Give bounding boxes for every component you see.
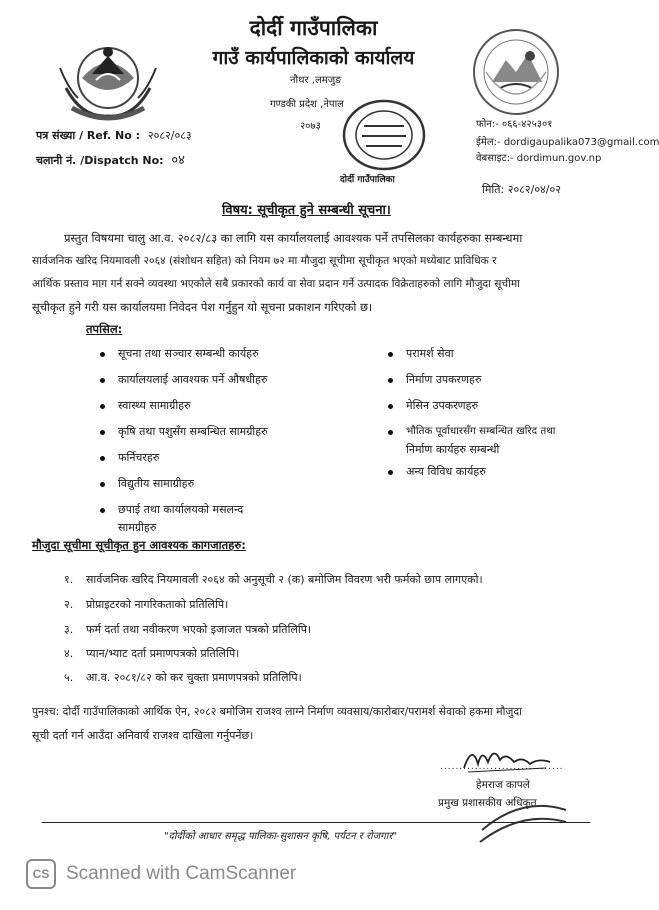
header-title-office: गाउँ कार्यपालिकाको कार्यालय bbox=[212, 47, 415, 69]
doc-number: ५. bbox=[64, 671, 74, 684]
list-item: निर्माण उपकरणहरु bbox=[406, 373, 482, 386]
doc-item: सार्वजनिक खरिद नियमावली २०६४ को अनुसूची २ (क) बमोजिम विवरण भरी फर्मको छाप लागएको। bbox=[86, 573, 483, 586]
email-address: ईमेल:- dordigaupalika073@gmail.com bbox=[476, 137, 659, 148]
header-title-municipality: दोर्दी गाउँपालिका bbox=[249, 16, 378, 40]
header-address-line-3: २०७३ bbox=[300, 121, 321, 132]
header-address-line-2: गण्डकी प्रदेश ,नेपाल bbox=[270, 99, 344, 110]
camscanner-logo-icon bbox=[26, 859, 56, 889]
bullet-dot bbox=[100, 352, 105, 357]
doc-number: ४. bbox=[64, 647, 74, 660]
postscript-line-2: सूची दर्ता गर्न आउँदा अनिवार्य राजश्व दाखिला गर्नुपर्नेछ। bbox=[32, 729, 254, 742]
header-address-line-1: नौथर ,लमजुङ bbox=[290, 75, 342, 86]
list-item: परामर्श सेवा bbox=[406, 347, 454, 360]
bullet-dot bbox=[388, 470, 393, 475]
list-item: मेसिन उपकरणहरु bbox=[406, 399, 479, 412]
list-item: छपाई तथा कार्यालयको मसलन्द bbox=[118, 503, 244, 516]
footer-motto: "दोर्दीको आधार समृद्ध पालिका-सुशासन कृषि, पर्यटन र रोजगार" bbox=[164, 831, 398, 842]
list-item: फर्निचरहरु bbox=[118, 451, 160, 464]
camscanner-watermark bbox=[26, 860, 296, 888]
bullet-dot bbox=[388, 378, 393, 383]
bullet-dot bbox=[100, 404, 105, 409]
camscanner-text: Scanned with CamScanner bbox=[66, 863, 297, 884]
bullet-dot bbox=[100, 508, 105, 513]
ref-value: २०८२/०८३ bbox=[147, 129, 192, 142]
signatory-name: हेमराज कापले bbox=[476, 779, 530, 791]
doc-number: १. bbox=[64, 573, 74, 586]
tapsil-label: तपसिल: bbox=[86, 322, 123, 336]
list-item: कार्यालयलाई आवश्यक पर्ने औषधीहरु bbox=[118, 373, 268, 386]
intro-line-4: सूचीकृत हुने गरी यस कार्यालयमा निवेदन पेश गर्नुहुन यो सूचना प्रकाशन गरिएको छ। bbox=[32, 300, 373, 314]
signatory-title: प्रमुख प्रशासकीय अधिकृत bbox=[438, 797, 537, 809]
list-item: सूचना तथा सञ्चार सम्बन्धी कार्यहरु bbox=[118, 347, 259, 360]
ref-label: पत्र संख्या / Ref. No : bbox=[36, 129, 141, 142]
dispatch-label: चलानी नं. /Dispatch No: bbox=[36, 154, 164, 167]
handwritten-signature-icon bbox=[458, 738, 558, 778]
list-item-continuation: सामग्रीहरु bbox=[118, 521, 157, 534]
stamp-label: दोर्दी गाउँपालिका bbox=[340, 175, 395, 185]
intro-line-2: सार्वजनिक खरिद नियमावली २०६४ (संशोधन सहित) को नियम ७२ मा मौजुदा सूचीमा सूचीकृत भएको मध्येबाट प्राविधिक र bbox=[32, 255, 497, 267]
bullet-dot bbox=[100, 456, 105, 461]
signature-dots: ................................ bbox=[440, 762, 564, 772]
list-item: भौतिक पूर्वाधारसँग सम्बन्धित खरिद तथा bbox=[406, 425, 556, 437]
camscanner-logo-text: CS bbox=[32, 867, 50, 881]
postscript-line-1: पुनश्च: दोर्दी गाउँपालिकाको आर्थिक ऐन, २०८२ बमोजिम राजश्व लाग्ने निर्माण व्यवसाय/कारोबार/परामर्श सेवाको हकमा मौजुदा bbox=[32, 705, 522, 718]
list-item: विद्युतीय सामाग्रीहरु bbox=[118, 477, 195, 490]
website-address: वेबसाइट:- dordimun.gov.np bbox=[476, 153, 602, 164]
doc-number: २. bbox=[64, 598, 74, 611]
doc-item: प्रोप्राइटरको नागरिकताको प्रतिलिपि। bbox=[86, 598, 229, 611]
footer-divider bbox=[42, 822, 590, 823]
bullet-dot bbox=[100, 378, 105, 383]
phone-number: फोन:- ०६६-४२५३०१ bbox=[476, 119, 553, 130]
dispatch-number bbox=[36, 150, 185, 168]
bullet-dot bbox=[100, 482, 105, 487]
office-stamp-icon bbox=[338, 96, 430, 174]
ref-number bbox=[36, 128, 192, 143]
bullet-dot bbox=[388, 404, 393, 409]
list-item: कृषि तथा पशुसँग सम्बन्धित सामग्रीहरु bbox=[118, 425, 268, 438]
doc-item: आ.व. २०८१/८२ को कर चुक्ता प्रमाणपत्रको प्रतिलिपि। bbox=[86, 671, 302, 684]
list-item: अन्य विविध कार्यहरु bbox=[406, 465, 486, 478]
list-item: स्वास्थ्य सामाग्रीहरु bbox=[118, 399, 191, 412]
bullet-dot bbox=[100, 430, 105, 435]
bullet-dot bbox=[388, 352, 393, 357]
document-date: मिति: २०८२/०४/०२ bbox=[482, 183, 561, 196]
dispatch-value: ०४ bbox=[171, 153, 185, 168]
intro-line-1: प्रस्तुत विषयमा चालु आ.व. २०८२/८३ का लागि यस कार्यालयलाई आवश्यक पर्ने तपसिलका कार्यहरुका सम्बन्धमा bbox=[64, 231, 523, 245]
list-item-continuation: निर्माण कार्यहरु सम्बन्धी bbox=[406, 443, 500, 456]
docs-required-heading: मौजुदा सूचीमा सूचीकृत हुन आवश्यक कागजातहरु: bbox=[32, 538, 246, 552]
bullet-dot bbox=[388, 430, 393, 435]
doc-item: फर्म दर्ता तथा नवीकरण भएको इजाजत पत्रको प्रतिलिपि। bbox=[86, 623, 312, 636]
doc-number: ३. bbox=[64, 623, 74, 636]
signature-stamp-icon bbox=[476, 790, 570, 848]
intro-line-3: आर्थिक प्रस्ताव माग गर्न सक्ने व्यवस्था भएकोले सबै प्रकारको कार्य वा सेवा प्रदान गर्ने उत्पादक विक्रेताहरुको लागि मौजुदा सूचीमा bbox=[32, 278, 520, 290]
subject-line: विषय: सूचीकृत हुने सम्बन्धी सूचना। bbox=[222, 203, 391, 218]
doc-item: प्यान/भ्याट दर्ता प्रमाणपत्रको प्रतिलिपि। bbox=[86, 647, 240, 660]
